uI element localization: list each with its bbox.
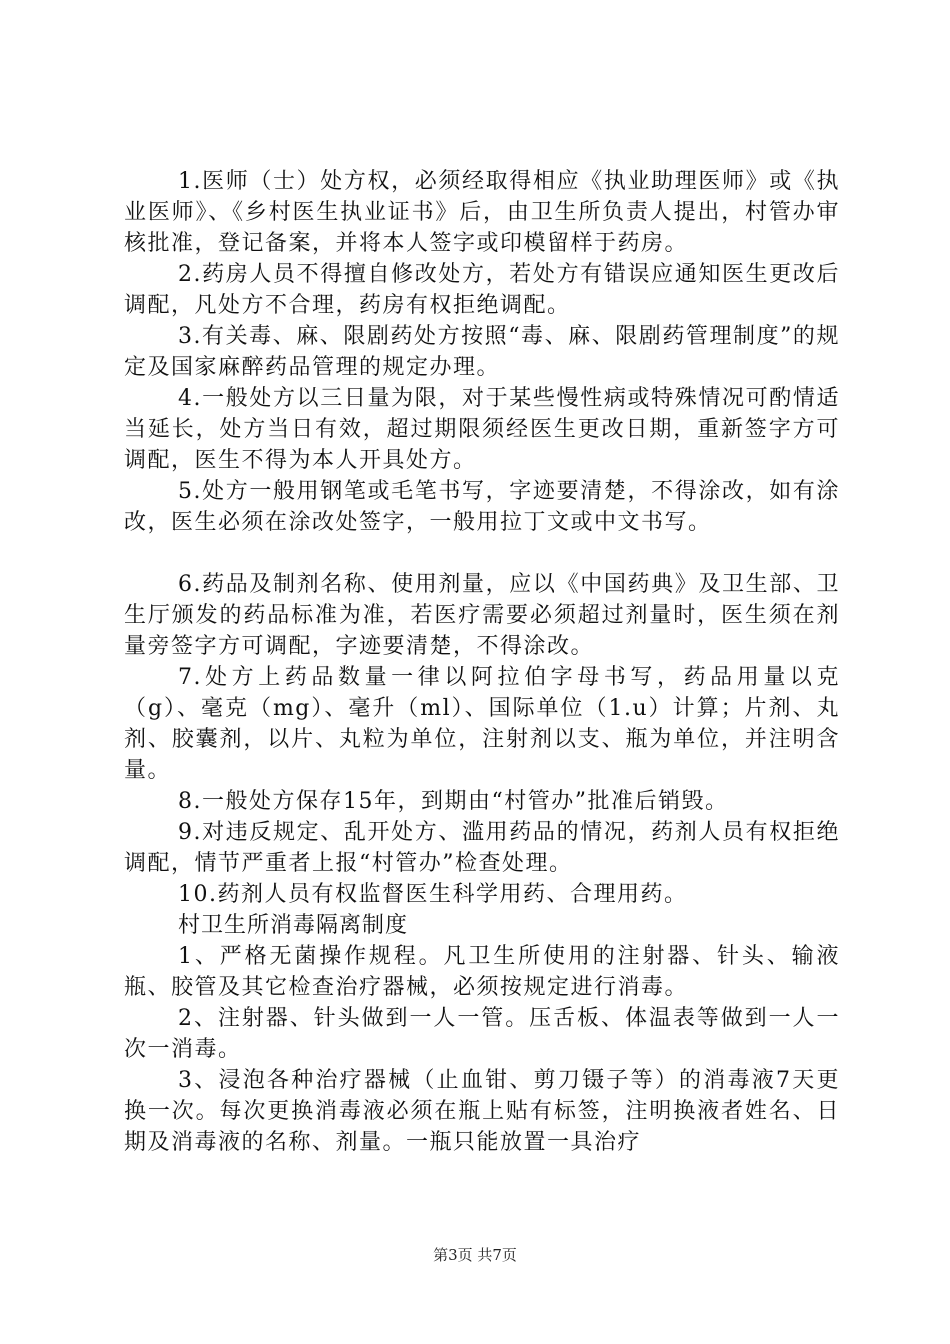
section-heading-disinfection: 村卫生所消毒隔离制度 — [178, 913, 409, 938]
page-number-footer: 第3页 共7页 — [433, 1246, 517, 1264]
paragraph-retention: 8.一般处方保存15年，到期由“村管办”批准后销毁。 — [178, 789, 729, 814]
paragraph-prescription-right: 1.医师（士）处方权，必须经取得相应《执业助理医师》或《执业医师》、《乡村医生执业证书》后，由卫生所负责人提出，村管办审核批准，登记备案，并将本人签字或印模留样于药房。 — [124, 169, 840, 256]
paragraph-units: 7.处方上药品数量一律以阿拉伯字母书写，药品用量以克（g）、毫克（mg）、毫升（ml）、国际单位（1.u）计算；片剂、丸剂、胶囊剂，以片、丸粒为单位，注射剂以支、瓶为单位，并注明含量。 — [124, 665, 840, 783]
paragraph-no-modification: 2.药房人员不得擅自修改处方，若处方有错误应通知医生更改后调配，凡处方不合理，药房有权拒绝调配。 — [124, 262, 840, 318]
paragraph-violations: 9.对违反规定、乱开处方、滥用药品的情况，药剂人员有权拒绝调配，情节严重者上报“村管办”检查处理。 — [124, 820, 840, 876]
paragraph-disinfectant-change: 3、浸泡各种治疗器械（止血钳、剪刀镊子等）的消毒液7天更换一次。每次更换消毒液必须在瓶上贴有标签，注明换液者姓名、日期及消毒液的名称、剂量。一瓶只能放置一具治疗 — [124, 1068, 840, 1155]
paragraph-controlled-drugs: 3.有关毒、麻、限剧药处方按照“毒、麻、限剧药管理制度”的规定及国家麻醉药品管理的规定办理。 — [124, 324, 840, 380]
paragraph-three-day-limit: 4.一般处方以三日量为限，对于某些慢性病或特殊情况可酌情适当延长，处方当日有效，超过期限须经医生更改日期，重新签字方可调配，医生不得为本人开具处方。 — [124, 386, 840, 473]
paragraph-drug-names-dosage: 6.药品及制剂名称、使用剂量，应以《中国药典》及卫生部、卫生厅颁发的药品标准为准，若医疗需要必须超过剂量时，医生须在剂量旁签字方可调配，字迹要清楚，不得涂改。 — [124, 572, 840, 659]
paragraph-supervision: 10.药剂人员有权监督医生科学用药、合理用药。 — [178, 882, 688, 907]
document-body — [124, 166, 840, 1158]
paragraph-aseptic-rules: 1、严格无菌操作规程。凡卫生所使用的注射器、针头、输液瓶、胶管及其它检查治疗器械，必须按规定进行消毒。 — [124, 944, 840, 1000]
paragraph-one-per-person: 2、注射器、针头做到一人一管。压舌板、体温表等做到一人一次一消毒。 — [124, 1006, 840, 1062]
paragraph-writing-rules: 5.处方一般用钢笔或毛笔书写，字迹要清楚，不得涂改，如有涂改，医生必须在涂改处签字，一般用拉丁文或中文书写。 — [124, 479, 840, 535]
